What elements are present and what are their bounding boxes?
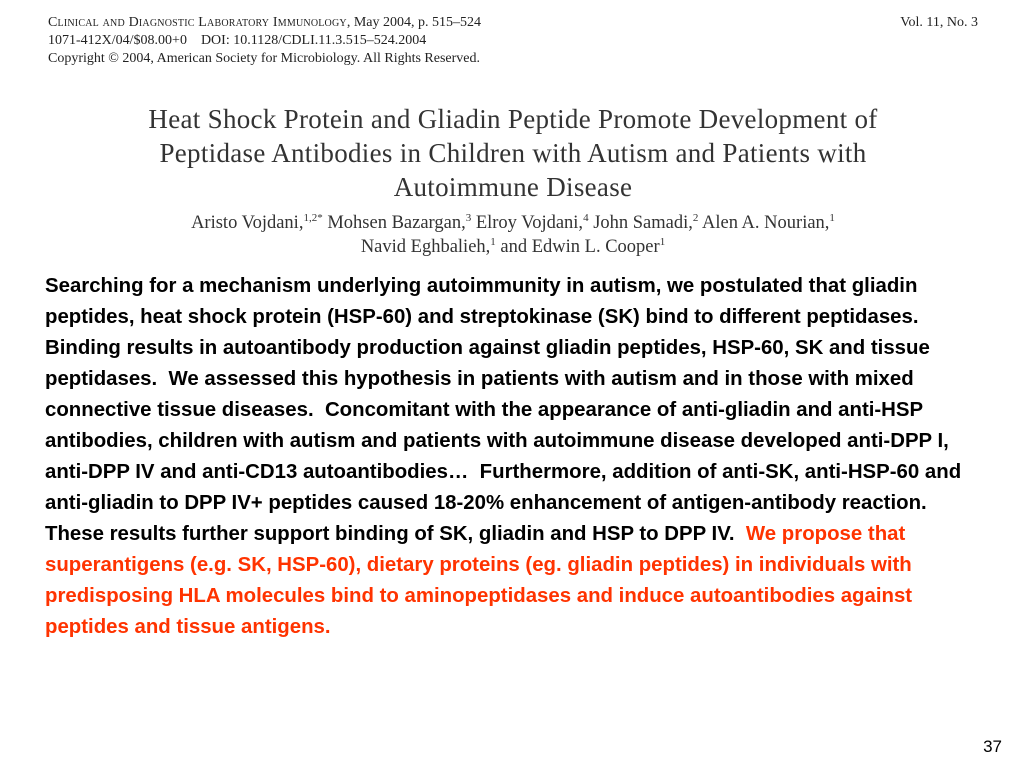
title-line-2: Peptidase Antibodies in Children with Autism and Patients with <box>159 138 867 168</box>
journal-line-2 <box>48 32 978 50</box>
author-name: Elroy Vojdani, <box>471 213 584 233</box>
journal-line-3 <box>48 50 978 68</box>
page-number: 37 <box>983 737 1002 756</box>
author-affiliation: 1 <box>490 236 496 248</box>
author-name: Mohsen Bazargan, <box>322 213 466 233</box>
author-list <box>48 211 978 259</box>
title-line-1: Heat Shock Protein and Gliadin Peptide Promote Development of <box>148 104 878 134</box>
author-name: John Samadi, <box>588 213 693 233</box>
journal-line-1 <box>48 14 978 32</box>
author-affiliation: 2 <box>692 212 699 224</box>
journal-issue-date: , May 2004, p. 515–524 <box>346 15 481 30</box>
author-affiliation: 4 <box>583 212 589 224</box>
author-name: Alen A. Nourian, <box>698 213 830 233</box>
author-line-2 <box>48 235 978 259</box>
author-affiliation: 1 <box>659 236 666 248</box>
author-affiliation: 1,2* <box>303 212 323 224</box>
author-line-1 <box>48 211 978 235</box>
abstract-text <box>45 271 995 643</box>
journal-code-doi: 1071-412X/04/$08.00+0 DOI: 10.1128/CDLI.11.3.515–524.2004 <box>48 33 427 48</box>
paper-title <box>48 102 978 204</box>
abstract-main-text: Searching for a mechanism underlying autoimmunity in autism, we postulated that gliadin peptides, heat shock protein (HSP-60) and streptokinase (SK) bind to different peptidases. Binding results in autoantibody production against gliadin peptides, HSP-60, SK and tissue peptidases. We assessed this hypothesis in patients with autism and in those with mixed connective tissue diseases. Concomitant with the appearance of anti-gliadin and anti-HSP antibodies, children with autism and patients with autoimmune disease developed anti-DPP I, anti-DPP IV and anti-CD13 autoantibodies… Furthermore, addition of anti-SK, anti-HSP-60 and anti-gliadin to DPP IV+ peptides caused 18-20% enhancement of antigen-antibody reaction. These results further support binding of SK, gliadin and HSP to DPP IV. <box>45 275 967 545</box>
title-line-3: Autoimmune Disease <box>393 172 633 202</box>
journal-name: Clinical and Diagnostic Laboratory Immunology <box>48 15 347 30</box>
journal-header <box>48 14 978 68</box>
journal-volume: Vol. 11, No. 3 <box>900 15 978 30</box>
author-affiliation: 1 <box>829 212 835 224</box>
author-name: Aristo Vojdani, <box>191 213 304 233</box>
journal-copyright: Copyright © 2004, American Society for Microbiology. All Rights Reserved. <box>48 51 481 66</box>
author-affiliation: 3 <box>465 212 472 224</box>
author-name: Navid Eghbalieh, <box>360 237 491 257</box>
author-name: and Edwin L. Cooper <box>495 237 660 257</box>
abstract-highlight-text: We propose that superantigens (e.g. SK, HSP-60), dietary proteins (eg. gliadin peptides) in individuals with predisposing HLA molecules bind to aminopeptidases and induce autoantibodies against peptides and tissue antigens. <box>45 523 913 638</box>
